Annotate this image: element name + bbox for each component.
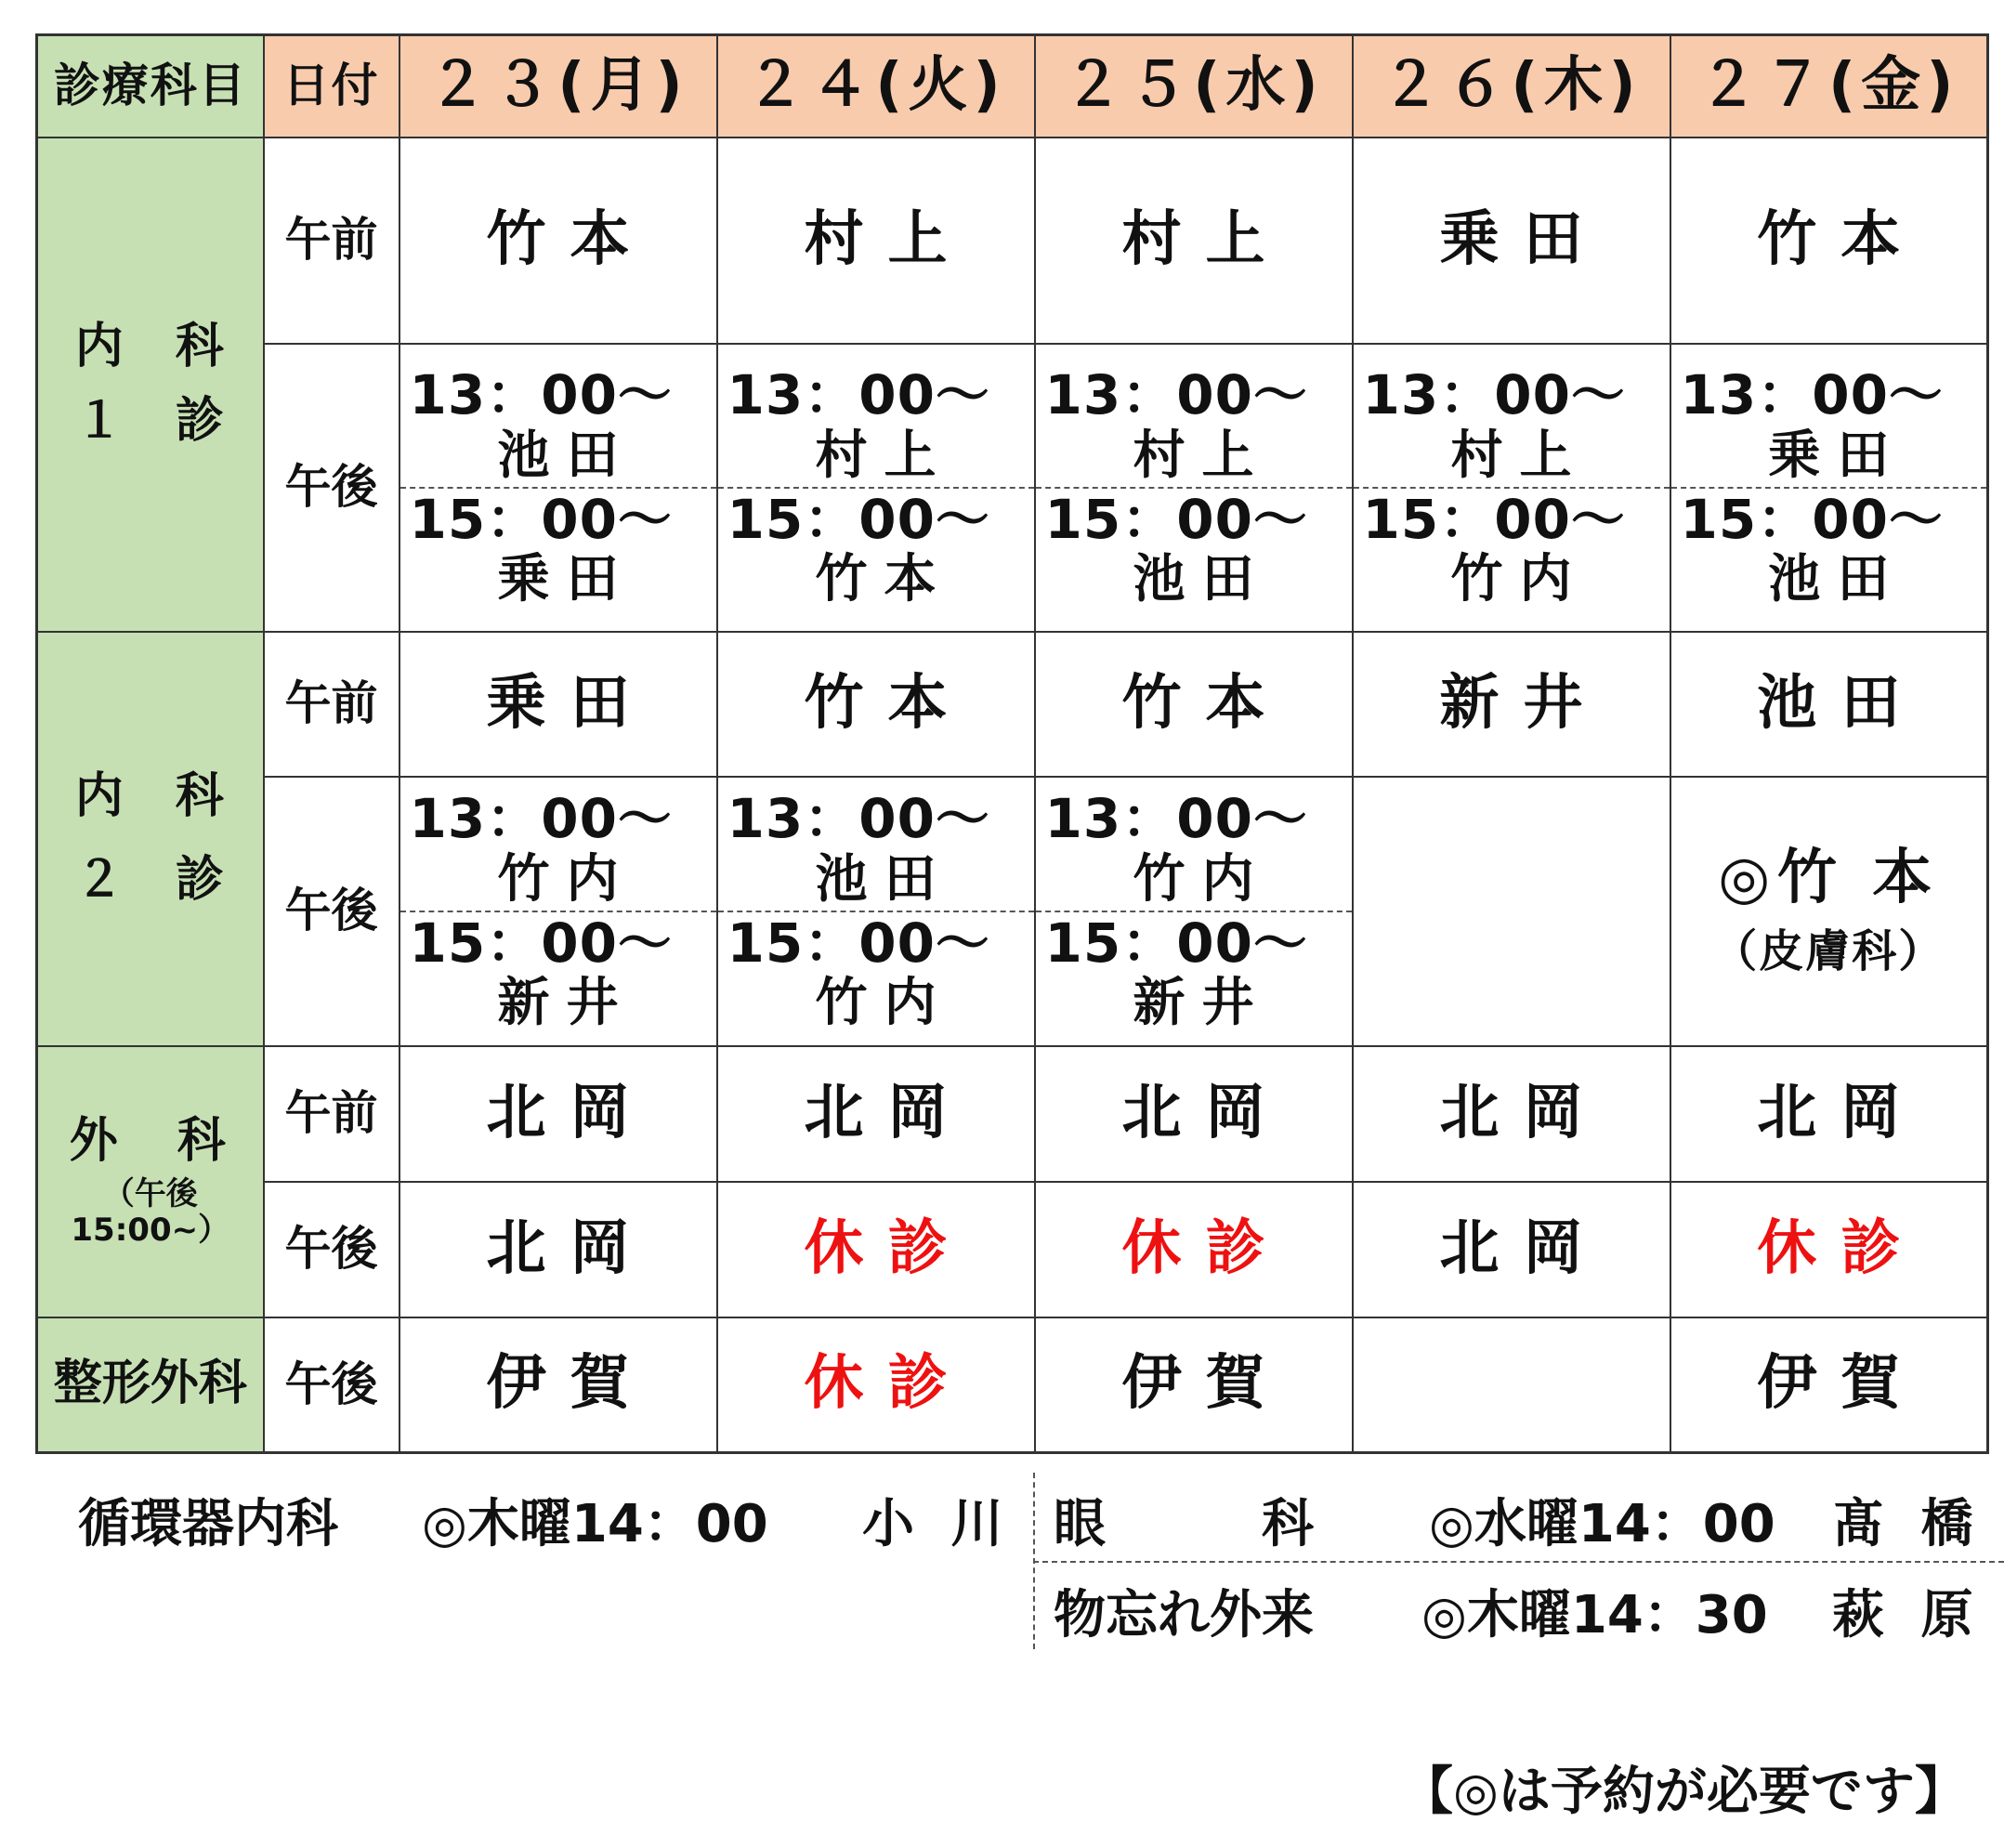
- dept-naika1-line2: １ 診: [74, 392, 226, 449]
- slot-am-label: 午前: [284, 212, 378, 267]
- slot-pm-label: 午後: [284, 1357, 378, 1411]
- cardio-doctor: 小 川: [862, 1494, 1013, 1554]
- day-label: ２７(金): [1698, 50, 1959, 120]
- slot-pm-label: 午後: [284, 883, 378, 937]
- doctor-name: 北岡: [486, 1078, 654, 1147]
- geka-pm-wed: [1035, 1182, 1353, 1317]
- time-label: 15：00～: [409, 911, 673, 975]
- time-label: 15：00～: [1680, 487, 1944, 551]
- dept-geka-label: 外 科: [69, 1112, 231, 1169]
- footer-divider-horizontal: [1033, 1561, 2004, 1563]
- slot-am-label: 午前: [284, 675, 378, 730]
- dept-header-label: 診療科目: [53, 59, 247, 112]
- dept-geka: [37, 1046, 264, 1317]
- doctor-name: 北岡: [1757, 1078, 1925, 1147]
- date-header-cell: [264, 35, 399, 138]
- naika2-am-wed: [1035, 632, 1353, 777]
- seikei-pm-mon: [399, 1317, 717, 1453]
- doctor-name: 北岡: [1121, 1078, 1290, 1147]
- closed-label: 休診: [1757, 1213, 1925, 1283]
- slot-pm: [264, 344, 399, 632]
- dept-naika2: [37, 632, 264, 1046]
- doctor-name: 新井: [1439, 668, 1607, 738]
- dept-seikei-label: 整形外科: [53, 1356, 247, 1412]
- geka-pm-mon: [399, 1182, 717, 1317]
- doctor-name: 新井: [1133, 973, 1271, 1034]
- doctor-name: 乗田: [486, 668, 654, 738]
- day-label: ２３(月): [427, 50, 688, 120]
- geka-am-wed: [1035, 1046, 1353, 1182]
- doctor-name: 竹本: [1121, 668, 1290, 738]
- doctor-name: 竹内: [1133, 849, 1271, 911]
- doctor-name: 伊賀: [486, 1349, 654, 1419]
- dept-naika1-line1: 内 科: [74, 318, 226, 374]
- doctor-name: 竹内: [497, 849, 635, 911]
- naika2-am-thu: [1353, 632, 1670, 777]
- naika1-pm-wed: [1035, 344, 1353, 632]
- doctor-name: 竹本: [804, 668, 972, 738]
- time-label: 15：00～: [1044, 487, 1308, 551]
- naika2-pm-mon: [399, 777, 717, 1046]
- day-label: ２４(火): [745, 50, 1006, 120]
- doctor-name: 新井: [497, 973, 635, 1034]
- seikei-pm-wed: [1035, 1317, 1353, 1453]
- slot-pm-label: 午後: [284, 1221, 378, 1276]
- cardio-time: ◎木曜14：00: [422, 1494, 768, 1554]
- closed-label: 休診: [804, 1213, 972, 1283]
- naika2-am-tue: [717, 632, 1035, 777]
- naika1-pm-tue: [717, 344, 1035, 632]
- slot-am-label: 午前: [284, 1085, 378, 1140]
- time-label: 13：00～: [1044, 787, 1308, 851]
- geka-pm-fri: [1670, 1182, 1988, 1317]
- naika1-am-fri: [1670, 138, 1988, 344]
- dept-seikei: [37, 1317, 264, 1453]
- doctor-name: 竹本: [1757, 204, 1925, 274]
- time-label: 15：00～: [727, 487, 990, 551]
- doctor-name: 北岡: [1439, 1213, 1607, 1283]
- dept-naika2-line2: ２ 診: [74, 851, 226, 908]
- cardio-label: 循環器内科: [78, 1494, 338, 1554]
- schedule-table: [35, 33, 1989, 1454]
- doctor-name: 池田: [1768, 549, 1906, 610]
- doctor-name: 北岡: [1439, 1078, 1607, 1147]
- doctor-name: 村上: [1121, 204, 1290, 274]
- doctor-name: 村上: [804, 204, 972, 274]
- closed-label: 休診: [804, 1349, 972, 1419]
- slot-am: [264, 138, 399, 344]
- geka-pm-tue: [717, 1182, 1035, 1317]
- naika2-pm-wed: [1035, 777, 1353, 1046]
- doctor-name: 竹内: [815, 973, 953, 1034]
- naika1-am-tue: [717, 138, 1035, 344]
- eye-label: 眼 科: [1054, 1494, 1314, 1554]
- geka-pm-thu: [1353, 1182, 1670, 1317]
- doctor-name: 竹本: [486, 204, 654, 274]
- doctor-name: 北岡: [486, 1213, 654, 1283]
- dept-geka-sublabel: （午後15:00~）: [71, 1175, 230, 1250]
- doctor-name: 乗田: [1439, 204, 1607, 274]
- geka-am-tue: [717, 1046, 1035, 1182]
- day-label: ２５(水): [1063, 50, 1324, 120]
- time-label: 13：00～: [727, 787, 990, 851]
- memory-label: 物忘れ外来: [1054, 1585, 1314, 1645]
- seikei-pm-thu-empty: [1353, 1317, 1670, 1453]
- seikei-pm-tue: [717, 1317, 1035, 1453]
- doctor-name: 池田: [1757, 668, 1925, 738]
- memory-time: ◎木曜14：30: [1421, 1585, 1768, 1645]
- naika2-pm-fri: [1670, 777, 1988, 1046]
- time-label: 13：00～: [409, 363, 673, 427]
- time-label: 15：00～: [727, 911, 990, 975]
- doctor-name: 村上: [1450, 426, 1589, 487]
- dept-naika2-line1: 内 科: [74, 767, 226, 824]
- time-label: 13：00～: [727, 363, 990, 427]
- doctor-name: 村上: [1133, 426, 1271, 487]
- doctor-name: 北岡: [804, 1078, 972, 1147]
- naika1-am-mon: [399, 138, 717, 344]
- geka-am-thu: [1353, 1046, 1670, 1182]
- time-label: 13：00～: [1362, 363, 1626, 427]
- geka-am-mon: [399, 1046, 717, 1182]
- dermatology-note: （皮膚科）: [1712, 924, 1945, 977]
- day-header-mon: [399, 35, 717, 138]
- doctor-name: 池田: [497, 426, 635, 487]
- slot-am: [264, 632, 399, 777]
- doctor-name-reservation: ◎竹 本: [1718, 844, 1940, 913]
- naika1-pm-fri: [1670, 344, 1988, 632]
- geka-am-fri: [1670, 1046, 1988, 1182]
- time-label: 15：00～: [409, 487, 673, 551]
- dept-header-cell: [37, 35, 264, 138]
- naika2-am-fri: [1670, 632, 1988, 777]
- naika2-am-mon: [399, 632, 717, 777]
- naika1-am-thu: [1353, 138, 1670, 344]
- doctor-name: 乗田: [1768, 426, 1906, 487]
- eye-time: ◎水曜14：00: [1429, 1494, 1775, 1554]
- time-label: 13：00～: [409, 787, 673, 851]
- doctor-name: 伊賀: [1121, 1349, 1290, 1419]
- time-label: 13：00～: [1044, 363, 1308, 427]
- doctor-name: 竹内: [1450, 549, 1589, 610]
- slot-am: [264, 1046, 399, 1182]
- eye-doctor: 髙 橋: [1832, 1494, 1983, 1554]
- doctor-name: 伊賀: [1757, 1349, 1925, 1419]
- memory-doctor: 萩 原: [1832, 1585, 1983, 1645]
- doctor-name: 乗田: [497, 549, 635, 610]
- time-label: 13：00～: [1680, 363, 1944, 427]
- closed-label: 休診: [1121, 1213, 1290, 1283]
- day-header-wed: [1035, 35, 1353, 138]
- day-header-thu: [1353, 35, 1670, 138]
- doctor-name: 池田: [815, 849, 953, 911]
- naika1-pm-thu: [1353, 344, 1670, 632]
- slot-pm-label: 午後: [284, 459, 378, 514]
- dept-naika1: [37, 138, 264, 632]
- naika2-pm-tue: [717, 777, 1035, 1046]
- date-header-label: 日付: [282, 59, 380, 112]
- day-header-tue: [717, 35, 1035, 138]
- naika2-pm-thu-empty: [1353, 777, 1670, 1046]
- reservation-note: 【◎は予約が必要です】: [1401, 1762, 1967, 1822]
- day-header-fri: [1670, 35, 1988, 138]
- doctor-name: 池田: [1133, 549, 1271, 610]
- time-label: 15：00～: [1044, 911, 1308, 975]
- slot-pm: [264, 1182, 399, 1317]
- doctor-name: 村上: [815, 426, 953, 487]
- day-label: ２６(木): [1381, 50, 1642, 120]
- slot-pm: [264, 777, 399, 1046]
- doctor-name: 竹本: [815, 549, 953, 610]
- naika1-am-wed: [1035, 138, 1353, 344]
- slot-pm: [264, 1317, 399, 1453]
- naika1-pm-mon: [399, 344, 717, 632]
- time-label: 15：00～: [1362, 487, 1626, 551]
- seikei-pm-fri: [1670, 1317, 1988, 1453]
